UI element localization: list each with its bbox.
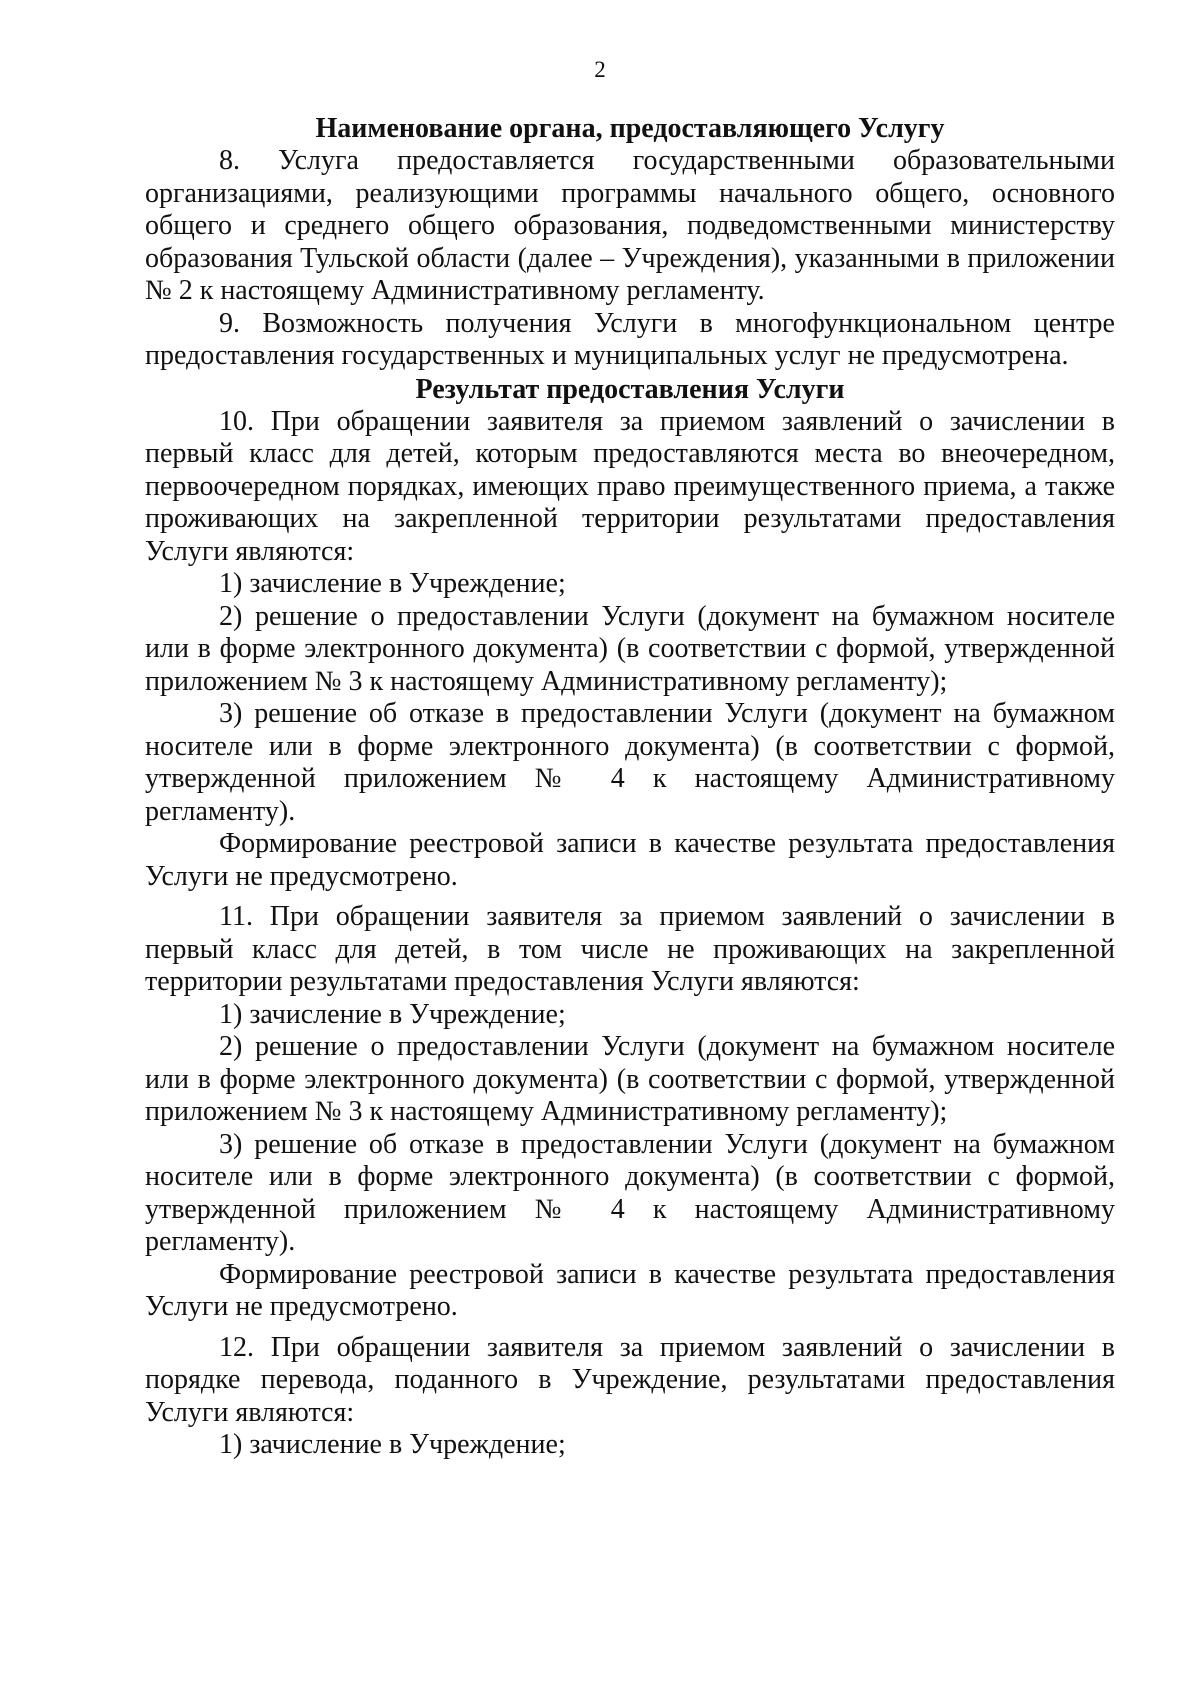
list-item: 1) зачисление в Учреждение; (219, 998, 566, 1030)
document-body (145, 112, 1115, 1462)
list-item: 2) решение о предоставлении Услуги (документ на бумажном носителе или в форме электронного документа) (в соответствии с формой, утвержденной приложением № 3 к настоящему Административному регламенту); (145, 1031, 1115, 1127)
paragraph-9: 9. Возможность получения Услуги в многофункциональном центре предоставления государственных и муниципальных услуг не предусмотрена. (145, 307, 1115, 371)
registry-note: Формирование реестровой записи в качестве результата предоставления Услуги не предусмотрено. (145, 1258, 1115, 1322)
page-number: 2 (594, 57, 606, 82)
list-item: 3) решение об отказе в предоставлении Услуги (документ на бумажном носителе или в форме электронного документа) (в соответствии с формой, утвержденной приложением № 4 к настоящему Административному регламенту). (145, 1128, 1115, 1257)
paragraph-8: 8. Услуга предоставляется государственными образовательными организациями, реализующими программы начального общего, основного общего и среднего общего образования, подведомственными министерству образования Тульской области (далее – Учреждения), указанными в приложении № 2 к настоящему Административному регламенту. (145, 145, 1115, 306)
list-item: 2) решение о предоставлении Услуги (документ на бумажном носителе или в форме электронного документа) (в соответствии с формой, утвержденной приложением № 3 к настоящему Административному регламенту); (145, 600, 1115, 697)
paragraph-12: 12. При обращении заявителя за приемом заявлений о зачислении в порядке перевода, поданного в Учреждение, результатами предоставления Услуги являются: (145, 1331, 1115, 1428)
list-item: 3) решение об отказе в предоставлении Услуги (документ на бумажном носителе или в форме электронного документа) (в соответствии с формой, утвержденной приложением № 4 к настоящему Административному регламенту). (145, 698, 1115, 827)
list-item: 1) зачисление в Учреждение; (219, 568, 566, 599)
section-heading-authority: Наименование органа, предоставляющего Услугу (315, 113, 945, 144)
registry-note: Формирование реестровой записи в качестве результата предоставления Услуги не предусмотрено. (145, 828, 1115, 892)
paragraph-10: 10. При обращении заявителя за приемом заявлений о зачислении в первый класс для детей, которым предоставляются места во внеочередном, первоочередном порядках, имеющих право преимущественного приема, а также проживающих на закрепленной территории результатами предоставления Услуги являются: (145, 405, 1115, 567)
list-item: 1) зачисление в Учреждение; (219, 1429, 566, 1460)
paragraph-11: 11. При обращении заявителя за приемом заявлений о зачислении в первый класс для детей, в том числе не проживающих на закрепленной территории результатами предоставления Услуги являются: (145, 901, 1115, 997)
section-heading-result: Результат предоставления Услуги (415, 373, 845, 405)
